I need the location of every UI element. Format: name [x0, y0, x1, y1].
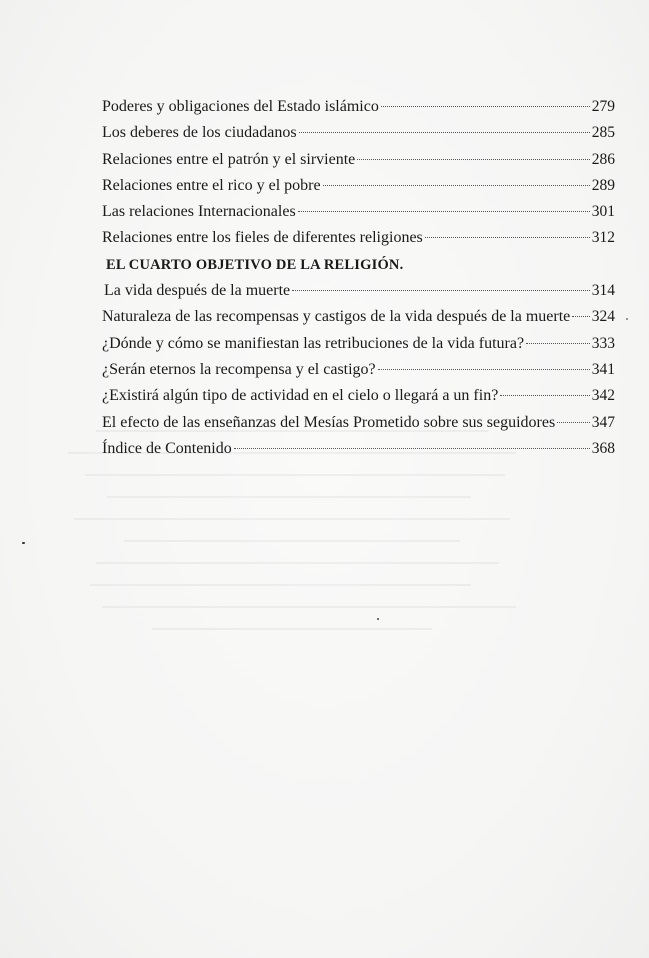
toc-entry-page: 289	[591, 176, 615, 194]
section-heading-text: EL CUARTO OBJETIVO DE LA RELIGIÓN.	[106, 256, 404, 273]
toc-entry-title: Relaciones entre el rico y el pobre	[102, 176, 321, 194]
toc-entry-page: 333	[591, 334, 615, 352]
toc-entry-page: 279	[591, 98, 615, 115]
margin-mark	[626, 318, 628, 320]
toc-entry[interactable]	[102, 120, 615, 146]
toc-entry-page: 342	[591, 387, 615, 405]
toc-entry-title: Los deberes de los ciudadanos	[102, 124, 297, 142]
dot-leader	[425, 237, 590, 238]
table-of-contents	[102, 94, 615, 462]
bleed-through-texture	[40, 430, 600, 910]
dot-leader	[381, 106, 590, 107]
section-heading	[102, 252, 615, 278]
toc-entry-page: 347	[591, 413, 615, 431]
toc-entry-page: 324	[591, 308, 615, 326]
dot-leader	[292, 290, 590, 291]
margin-mark	[22, 542, 25, 544]
toc-entry-title: La vida después de la muerte	[104, 282, 291, 300]
toc-entry-title: ¿Dónde y cómo se manifiestan las retribuciones de la vida futura?	[102, 334, 525, 352]
toc-entry-page: 285	[591, 124, 615, 142]
toc-entry-title: Relaciones entre los fieles de diferentes religiones	[102, 229, 423, 247]
toc-entry-page: 301	[591, 203, 615, 221]
dot-leader	[572, 316, 589, 317]
toc-entry-page: 341	[591, 360, 615, 378]
toc-entry[interactable]	[102, 278, 615, 304]
toc-entry[interactable]	[102, 94, 615, 120]
toc-entry-page: 286	[591, 150, 615, 168]
toc-entry-page: 368	[591, 439, 615, 457]
toc-entry-title: Poderes y obligaciones del Estado islámico	[102, 98, 379, 115]
toc-entry[interactable]	[102, 410, 615, 436]
toc-entry-title: ¿Serán eternos la recompensa y el castigo?	[102, 360, 376, 378]
toc-entry-title: Las relaciones Internacionales	[102, 203, 296, 221]
toc-entry-title: El efecto de las enseñanzas del Mesías Prometido sobre sus seguidores	[102, 413, 556, 431]
dot-leader	[557, 422, 590, 423]
dot-leader	[298, 211, 590, 212]
toc-entry[interactable]	[102, 225, 615, 251]
toc-entry[interactable]	[102, 383, 615, 409]
toc-entry[interactable]	[102, 436, 615, 462]
toc-entry-page: 314	[591, 282, 615, 300]
toc-entry[interactable]	[102, 199, 615, 225]
toc-entry[interactable]	[102, 147, 615, 173]
dot-leader	[357, 159, 590, 160]
toc-entry-title: Índice de Contenido	[102, 439, 232, 457]
toc-entry[interactable]	[102, 331, 615, 357]
dot-leader	[378, 369, 590, 370]
toc-entry-title: ¿Existirá algún tipo de actividad en el cielo o llegará a un fin?	[102, 387, 499, 405]
toc-entry-title: Relaciones entre el patrón y el sirviente	[102, 150, 356, 168]
toc-entry[interactable]	[102, 304, 615, 330]
dot-leader	[500, 395, 589, 396]
dot-leader	[234, 448, 590, 449]
dot-leader	[323, 185, 590, 186]
toc-entry-page: 312	[591, 229, 615, 247]
dot-leader	[526, 343, 590, 344]
margin-mark	[377, 618, 379, 620]
toc-entry[interactable]	[102, 357, 615, 383]
dot-leader	[299, 132, 590, 133]
toc-entry-title: Naturaleza de las recompensas y castigos de la vida después de la muerte	[102, 308, 571, 326]
toc-entry[interactable]	[102, 173, 615, 199]
